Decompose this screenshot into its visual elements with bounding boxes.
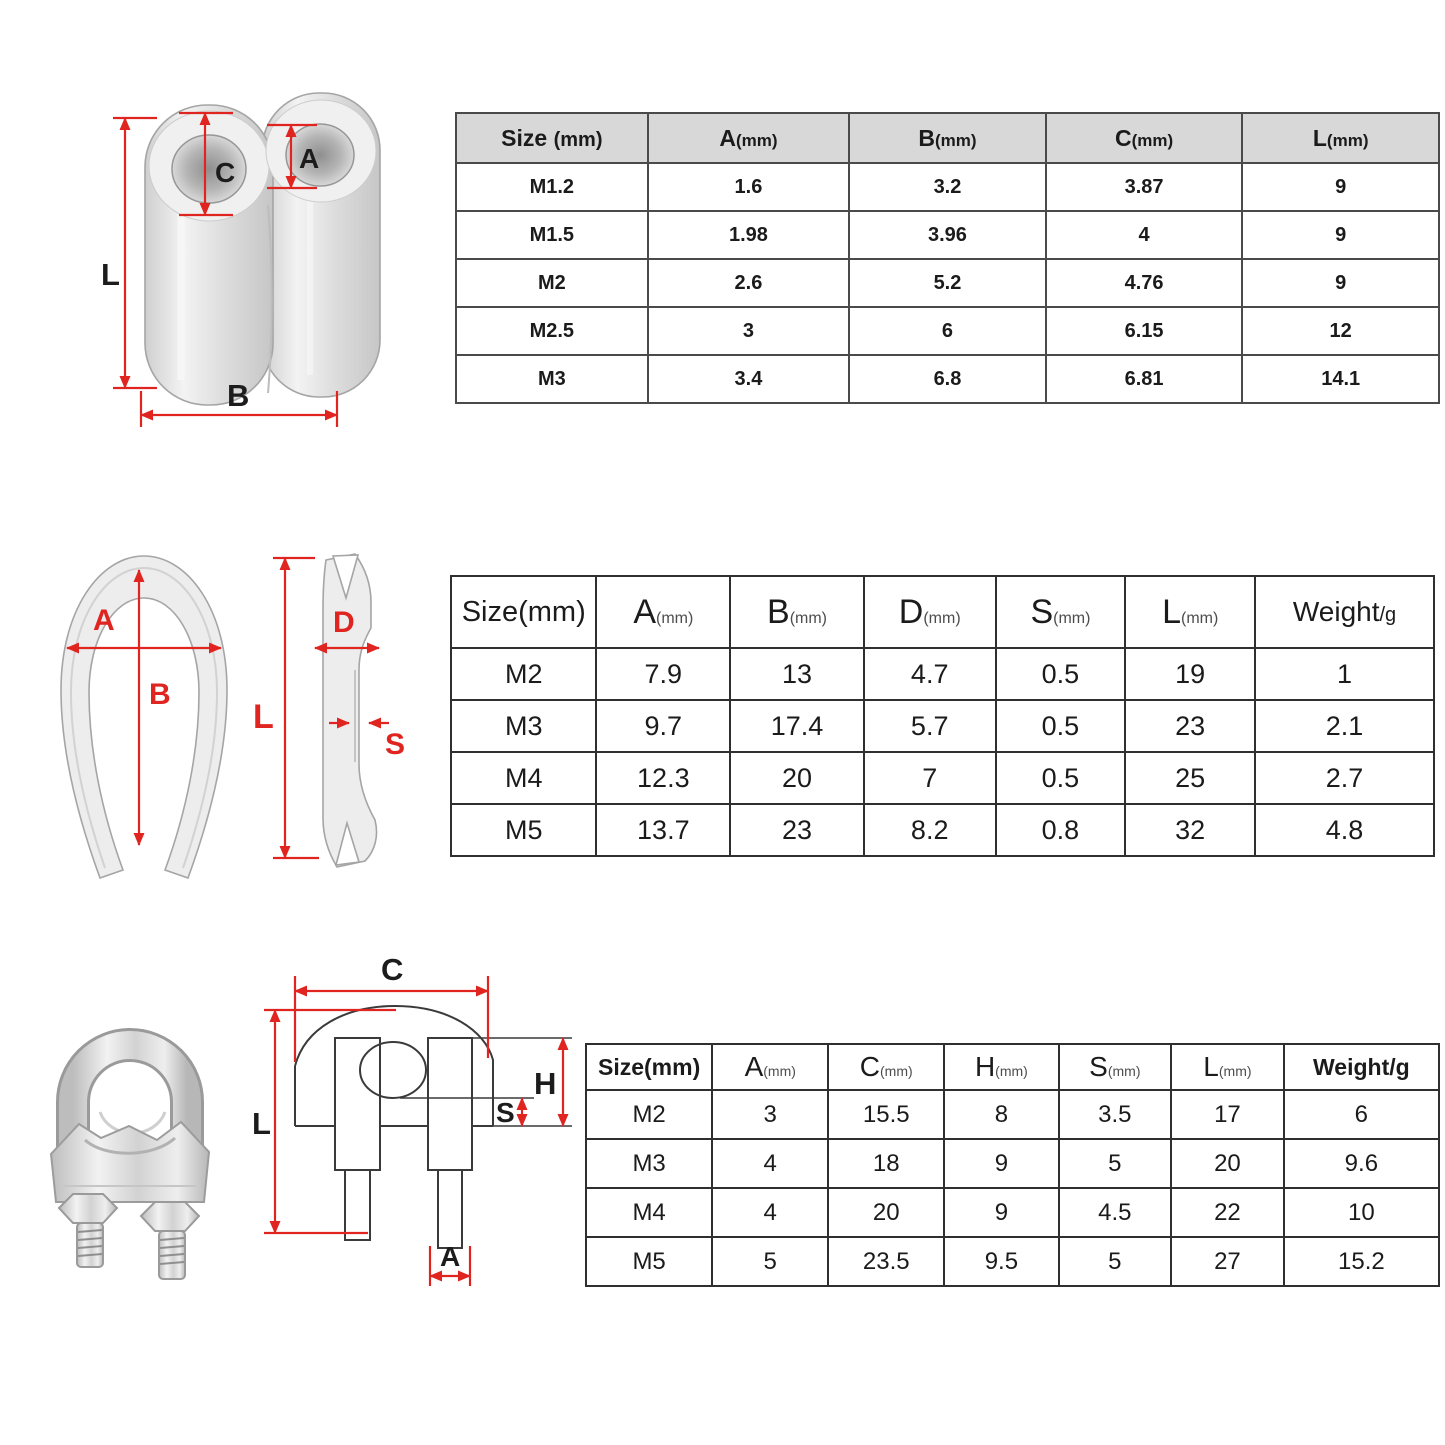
table-cell: 6.81 bbox=[1046, 355, 1243, 403]
table-row bbox=[586, 1090, 1439, 1139]
sleeve-diagram bbox=[95, 85, 435, 435]
column-header-s: S(mm) bbox=[1059, 1044, 1172, 1090]
clip-photo bbox=[25, 990, 235, 1290]
table-row bbox=[586, 1237, 1439, 1286]
table-cell: 22 bbox=[1171, 1188, 1284, 1237]
table-cell: M4 bbox=[586, 1188, 712, 1237]
table-row bbox=[451, 648, 1434, 700]
clip-spec-table bbox=[585, 1043, 1440, 1287]
table-cell: M3 bbox=[456, 355, 648, 403]
table-cell: 0.5 bbox=[996, 648, 1126, 700]
dimension-label-l: L bbox=[252, 1106, 271, 1141]
table-cell: 7.9 bbox=[596, 648, 730, 700]
thimble-diagram bbox=[45, 540, 445, 895]
table-cell: M2 bbox=[456, 259, 648, 307]
table-cell: 0.8 bbox=[996, 804, 1126, 856]
clip-dimension-drawing bbox=[250, 948, 585, 1308]
column-header-l: L(mm) bbox=[1125, 576, 1255, 648]
dimension-label-l: L bbox=[253, 698, 274, 736]
table-row bbox=[456, 307, 1439, 355]
dimension-label-c: C bbox=[381, 952, 404, 987]
header-row bbox=[451, 576, 1434, 648]
column-header-l: L(mm) bbox=[1171, 1044, 1284, 1090]
table-cell: 0.5 bbox=[996, 752, 1126, 804]
table-cell: 0.5 bbox=[996, 700, 1126, 752]
column-header-size: Size (mm) bbox=[456, 113, 648, 163]
header-row bbox=[456, 113, 1439, 163]
table-cell: 3 bbox=[648, 307, 850, 355]
table-cell: 23.5 bbox=[828, 1237, 944, 1286]
table-cell: M2 bbox=[451, 648, 596, 700]
table-row bbox=[586, 1188, 1439, 1237]
table-cell: 5.2 bbox=[849, 259, 1046, 307]
table-cell: 27 bbox=[1171, 1237, 1284, 1286]
table-cell: 32 bbox=[1125, 804, 1255, 856]
table-cell: M3 bbox=[586, 1139, 712, 1188]
table-cell: 9 bbox=[1242, 211, 1439, 259]
table-row bbox=[451, 752, 1434, 804]
table-cell: 12.3 bbox=[596, 752, 730, 804]
table-cell: 9.6 bbox=[1284, 1139, 1439, 1188]
table-cell: 1.98 bbox=[648, 211, 850, 259]
table-cell: 23 bbox=[1125, 700, 1255, 752]
table-cell: 9.5 bbox=[944, 1237, 1058, 1286]
table-cell: 2.1 bbox=[1255, 700, 1434, 752]
table-cell: 23 bbox=[730, 804, 864, 856]
table-cell: 4.8 bbox=[1255, 804, 1434, 856]
table-cell: 13 bbox=[730, 648, 864, 700]
table-cell: 9 bbox=[944, 1188, 1058, 1237]
column-header-h: H(mm) bbox=[944, 1044, 1058, 1090]
dimension-label-h: H bbox=[534, 1066, 557, 1101]
dimension-label-a: A bbox=[440, 1241, 461, 1272]
table-row bbox=[451, 804, 1434, 856]
dimension-label-a: A bbox=[93, 604, 115, 637]
table-row bbox=[456, 163, 1439, 211]
table-cell: 25 bbox=[1125, 752, 1255, 804]
sleeve-hole-right bbox=[286, 124, 354, 186]
table-cell: M4 bbox=[451, 752, 596, 804]
table-cell: 3.2 bbox=[849, 163, 1046, 211]
column-header-l: L(mm) bbox=[1242, 113, 1439, 163]
clip-outline bbox=[295, 1006, 572, 1248]
dimension-label-s: S bbox=[496, 1097, 515, 1128]
table-cell: 12 bbox=[1242, 307, 1439, 355]
column-header-a: A(mm) bbox=[596, 576, 730, 648]
table-cell: 4 bbox=[712, 1139, 828, 1188]
column-header-a: A(mm) bbox=[712, 1044, 828, 1090]
table-cell: 5 bbox=[1059, 1139, 1172, 1188]
dimension-label-b: B bbox=[149, 678, 171, 711]
clip-saddle bbox=[51, 1122, 209, 1202]
dimension-label-c: C bbox=[215, 157, 236, 188]
dimension-label-b: B bbox=[227, 378, 250, 413]
table-cell: 20 bbox=[1171, 1139, 1284, 1188]
table-cell: M2.5 bbox=[456, 307, 648, 355]
sleeve-spec-table bbox=[455, 112, 1440, 404]
column-header-size: Size(mm) bbox=[451, 576, 596, 648]
table-cell: 3.87 bbox=[1046, 163, 1243, 211]
header-row bbox=[586, 1044, 1439, 1090]
table-cell: 4 bbox=[1046, 211, 1243, 259]
table-cell: 5.7 bbox=[864, 700, 996, 752]
table-cell: 4.7 bbox=[864, 648, 996, 700]
dimension-label-s: S bbox=[385, 728, 406, 761]
table-cell: 5 bbox=[1059, 1237, 1172, 1286]
table-cell: 6.15 bbox=[1046, 307, 1243, 355]
table-cell: 15.5 bbox=[828, 1090, 944, 1139]
column-header-weight: Weight/g bbox=[1255, 576, 1434, 648]
table-row bbox=[451, 700, 1434, 752]
table-cell: 10 bbox=[1284, 1188, 1439, 1237]
clip-nuts-and-studs bbox=[59, 1194, 199, 1279]
table-cell: 17 bbox=[1171, 1090, 1284, 1139]
table-cell: 9 bbox=[1242, 259, 1439, 307]
table-cell: 9 bbox=[1242, 163, 1439, 211]
column-header-c: C(mm) bbox=[828, 1044, 944, 1090]
table-cell: 3 bbox=[712, 1090, 828, 1139]
table-cell: M1.2 bbox=[456, 163, 648, 211]
table-cell: 3.96 bbox=[849, 211, 1046, 259]
thimble-side-view bbox=[323, 554, 377, 867]
table-row bbox=[456, 259, 1439, 307]
table-cell: 18 bbox=[828, 1139, 944, 1188]
table-cell: 20 bbox=[730, 752, 864, 804]
table-cell: 13.7 bbox=[596, 804, 730, 856]
column-header-a: A(mm) bbox=[648, 113, 850, 163]
thimble-spec-table bbox=[450, 575, 1435, 857]
table-row bbox=[456, 355, 1439, 403]
dimension-label-d: D bbox=[333, 606, 355, 639]
table-cell: 14.1 bbox=[1242, 355, 1439, 403]
column-header-b: B(mm) bbox=[730, 576, 864, 648]
table-cell: 15.2 bbox=[1284, 1237, 1439, 1286]
column-header-c: C(mm) bbox=[1046, 113, 1243, 163]
table-cell: M2 bbox=[586, 1090, 712, 1139]
sleeve-body bbox=[145, 93, 380, 405]
table-cell: 4.76 bbox=[1046, 259, 1243, 307]
dimension-label-a: A bbox=[299, 143, 320, 174]
table-cell: 20 bbox=[828, 1188, 944, 1237]
table-cell: 7 bbox=[864, 752, 996, 804]
table-cell: 9 bbox=[944, 1139, 1058, 1188]
table-cell: 5 bbox=[712, 1237, 828, 1286]
table-cell: 1 bbox=[1255, 648, 1434, 700]
table-cell: 8 bbox=[944, 1090, 1058, 1139]
table-cell: 9.7 bbox=[596, 700, 730, 752]
dimension-label-l: L bbox=[101, 257, 120, 292]
table-cell: 3.5 bbox=[1059, 1090, 1172, 1139]
table-cell: M5 bbox=[586, 1237, 712, 1286]
column-header-size: Size(mm) bbox=[586, 1044, 712, 1090]
table-cell: 17.4 bbox=[730, 700, 864, 752]
column-header-d: D(mm) bbox=[864, 576, 996, 648]
table-cell: 1.6 bbox=[648, 163, 850, 211]
table-cell: M1.5 bbox=[456, 211, 648, 259]
table-cell: 2.6 bbox=[648, 259, 850, 307]
table-row bbox=[456, 211, 1439, 259]
column-header-s: S(mm) bbox=[996, 576, 1126, 648]
table-cell: 6 bbox=[1284, 1090, 1439, 1139]
table-cell: M3 bbox=[451, 700, 596, 752]
table-cell: 19 bbox=[1125, 648, 1255, 700]
table-cell: M5 bbox=[451, 804, 596, 856]
clip-dimensions bbox=[264, 976, 563, 1286]
table-cell: 8.2 bbox=[864, 804, 996, 856]
column-header-weight: Weight/g bbox=[1284, 1044, 1439, 1090]
thimble-front-view bbox=[61, 556, 227, 878]
table-cell: 6 bbox=[849, 307, 1046, 355]
table-cell: 4 bbox=[712, 1188, 828, 1237]
table-cell: 2.7 bbox=[1255, 752, 1434, 804]
table-cell: 6.8 bbox=[849, 355, 1046, 403]
table-cell: 3.4 bbox=[648, 355, 850, 403]
table-row bbox=[586, 1139, 1439, 1188]
column-header-b: B(mm) bbox=[849, 113, 1046, 163]
table-cell: 4.5 bbox=[1059, 1188, 1172, 1237]
